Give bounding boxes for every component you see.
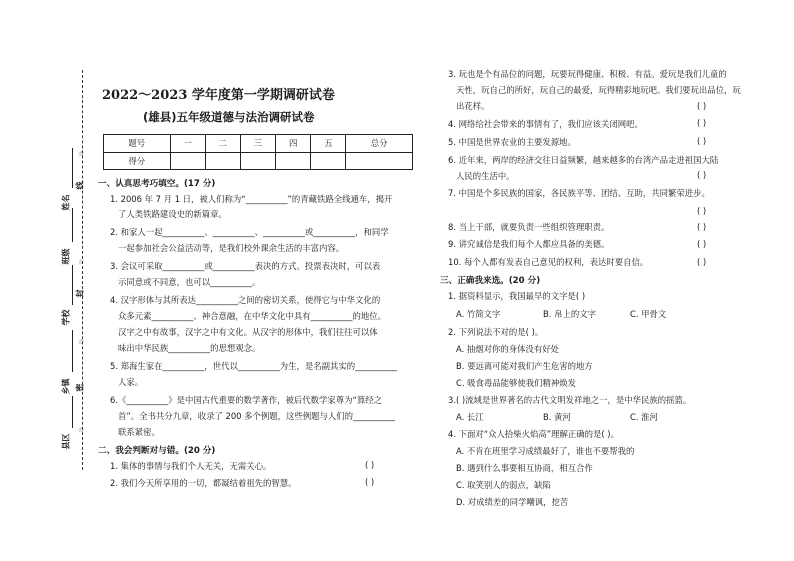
judge-9-answer[interactable]: ( ) [697,239,707,249]
score-cell[interactable] [346,152,413,170]
choice-3-option-b[interactable]: B. 黄河 [543,412,571,422]
judge-10-answer[interactable]: ( ) [697,257,707,267]
score-header: 三 [240,135,275,153]
school-label: 学校 [61,309,71,326]
question-5-line-1: 5. 郑海生家在__________，世代以__________为生，是名副其实的__________ [110,361,398,371]
score-header: 四 [276,135,311,153]
judge-9: 9. 讲究诚信是我们每个人都应具备的美德。 [448,239,610,249]
choice-3-option-c[interactable]: C. 淮河 [630,412,658,422]
question-3-line-2: 示同意或不同意，也可以__________。 [118,277,261,287]
question-6-line-2: 首”。全书共分九章，收录了 200 多个例题，这些例题与人们的__________ [118,411,395,421]
judge-6-line-1: 6. 近年来，两岸的经济交往日益频繁，越来越多的台湾产品走进祖国大陆 [448,155,719,165]
name-blank [72,148,73,188]
question-4-line-4: 味出中华民族__________的思想观念。 [118,343,261,353]
binding-margin [0,0,100,561]
question-6-line-1: 6.《__________》是中国古代重要的数学著作，被后代数学家尊为“算经之 [110,395,382,405]
star-mark: ☆ [78,338,85,346]
score-cell[interactable] [311,152,346,170]
judge-4-answer[interactable]: ( ) [697,118,707,128]
score-table [103,134,413,170]
choice-4-option-d[interactable]: D. 对成绩差的同学嘲讽，挖苦 [456,497,569,507]
judge-3-answer[interactable]: ( ) [697,101,707,111]
choice-4-option-a[interactable]: A. 不肯在班里学习成绩最好了，谁也不要帮我的 [456,446,635,456]
exam-subtitle: (雄县)五年级道德与法治调研试卷 [143,110,315,124]
judge-3-line-1: 3. 玩也是个有品位的问题，玩要玩得健康、积极、有益。爱玩是我们儿童的 [448,69,727,79]
question-4-line-1: 4. 汉字形体与其所表达__________之间的密切关系，使得它与中华文化的 [110,295,381,305]
judge-4: 4. 网络给社会带来的事情有了，我们应该关闭网吧。 [448,119,643,129]
score-header: 二 [205,135,240,153]
star-mark: ☆ [78,150,85,158]
choice-2-option-a[interactable]: A. 抽烟对你的身体没有好处 [456,344,560,354]
judge-3-line-3: 出花样。 [456,101,490,111]
judge-2-answer[interactable]: ( ) [365,477,375,487]
choice-4: 4. 下面对“众人拾柴火焰高”理解正确的是( )。 [448,429,619,439]
score-header: 题号 [104,135,171,153]
choice-4-option-b[interactable]: B. 遇到什么事要相互协商，相互合作 [456,463,593,473]
choice-1-option-a[interactable]: A. 竹简文字 [456,309,501,319]
judge-5-answer[interactable]: ( ) [697,136,707,146]
choice-3-option-a[interactable]: A. 长江 [456,412,484,422]
judge-7-answer[interactable]: ( ) [697,206,707,216]
county-blank [72,396,73,428]
question-5-line-2: 人家。 [118,377,144,387]
school-blank [72,265,73,305]
name-label: 姓名 [61,194,71,211]
score-header: 一 [170,135,205,153]
seal-xian: 线 [75,181,85,190]
score-cell[interactable] [205,152,240,170]
question-3-line-1: 3. 会议可采取__________或__________表决的方式。投票表决时，可以表 [110,261,381,271]
judge-1: 1. 集体的事情与我们个人无关，无需关心。 [110,461,272,471]
score-table-header-row [104,135,413,153]
seal-line [82,70,83,470]
exam-title: 2022～2023 学年度第一学期调研试卷 [102,88,335,103]
score-header: 总分 [346,135,413,153]
section-2-title: 二、我会判断对与错。(20 分) [98,446,216,456]
county-label: 县区 [61,433,71,450]
judge-6-answer[interactable]: ( ) [697,170,707,180]
question-1-line-2: 了人类铁路建设史的新篇章。 [118,209,227,219]
question-2-line-2: 一起参加社会公益活动等，是我们校外课余生活的丰富内容。 [118,243,345,253]
score-table-score-row [104,152,413,170]
town-label: 乡镇 [61,378,71,395]
choice-2-option-c[interactable]: C. 吸食毒品能够使我们精神焕发 [456,378,577,388]
star-mark: ☆ [78,426,85,434]
section-1-title: 一、认真思考巧填空。(17 分) [98,179,216,189]
judge-5: 5. 中国是世界农业的主要发源地。 [448,137,576,147]
choice-1: 1. 据资料显示，我国最早的文字是( ) [448,291,586,301]
judge-7: 7. 中国是个多民族的国家，各民族平等、团结、互助，共同繁荣进步。 [448,188,710,198]
class-label: 班级 [61,248,71,265]
judge-10: 10. 每个人都有发表自己意见的权利，表达时要自信。 [448,257,649,267]
choice-3: 3.( )流域是世界著名的古代文明发祥地之一，是中华民族的摇篮。 [448,395,692,405]
question-1-line-1: 1. 2006 年 7 月 1 日，被人们称为“__________”的青藏铁路全线通车，揭开 [110,194,393,204]
choice-4-option-c[interactable]: C. 取笑别人的弱点，缺陷 [456,480,551,490]
judge-2: 2. 我们今天所享用的一切，都凝结着祖先的智慧。 [110,478,297,488]
judge-1-answer[interactable]: ( ) [365,460,375,470]
question-4-line-3: 汉字之中有故事，汉字之中有文化。从汉字的形体中，我们往往可以体 [118,327,378,337]
score-cell[interactable] [276,152,311,170]
seal-mi: 密 [75,383,85,392]
score-cell[interactable] [170,152,205,170]
judge-3-line-2: 天性，玩自己的所好，玩自己的最爱，玩得精彩地玩吧。我们要玩出品位，玩 [456,85,741,95]
choice-2-option-b[interactable]: B. 要远离可能对我们产生危害的地方 [456,361,593,371]
choice-1-option-b[interactable]: B. 帛上的文字 [543,309,596,319]
question-2-line-1: 2. 和家人一起__________、__________、__________或__________，和同学 [110,227,389,237]
seal-feng: 封 [75,289,85,298]
class-blank [72,208,73,242]
question-4-line-2: 众多元素__________、神合意融，在中华文化中具有__________的地位。 [118,311,386,321]
judge-8-answer[interactable]: ( ) [697,222,707,232]
score-header: 五 [311,135,346,153]
judge-8: 8. 当上干部，就要负责一些组织管理职责。 [448,222,610,232]
choice-2: 2. 下列说法不对的是( )。 [448,327,544,337]
star-mark: ☆ [78,258,85,266]
judge-6-line-2: 人民的生活中。 [456,171,515,181]
score-cell[interactable] [240,152,275,170]
score-row-label: 得分 [104,152,171,170]
choice-1-option-c[interactable]: C. 甲骨文 [630,309,667,319]
section-3-title: 三、正确我来选。(20 分) [440,276,541,286]
town-blank [72,330,73,372]
question-6-line-3: 联系紧密。 [118,427,160,437]
